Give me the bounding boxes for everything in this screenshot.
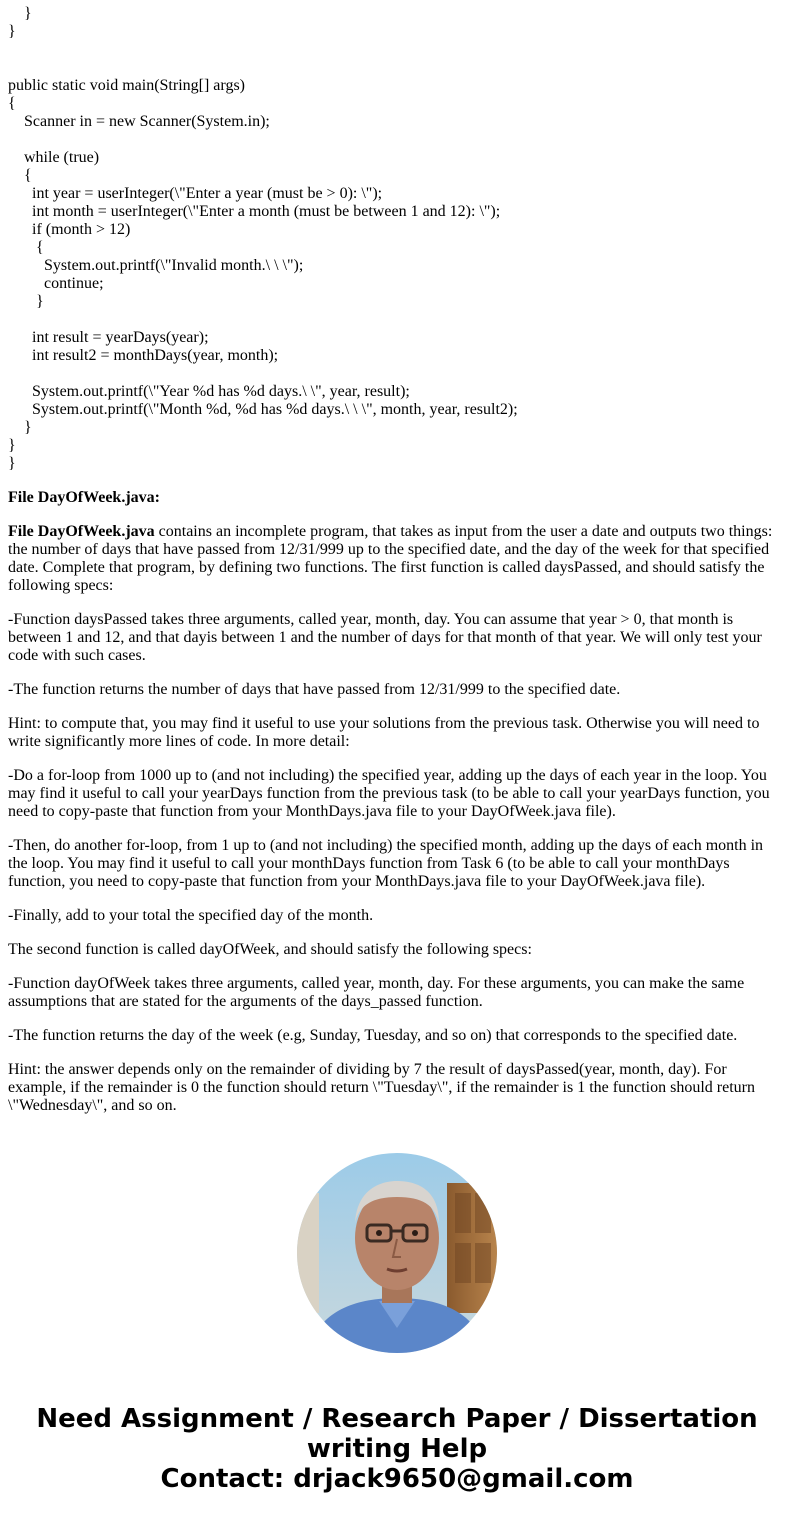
section-heading: File DayOfWeek.java: [8,489,160,506]
paragraph: -Then, do another for-loop, from 1 up to (and not including) the specified month, adding up the days of each month in the loop. You may find it useful to call your monthDays function from Task 6 (to be able to call your monthDays function, you need to copy-paste that function from your MonthDays.java file to your DayOfWeek.java file). [8,837,764,890]
intro-paragraph [8,523,778,595]
intro-bold: File DayOfWeek.java [8,523,155,540]
code-line: int year = userInteger(\"Enter a year (must be > 0): \"); [8,185,383,202]
code-line: if (month > 12) [8,221,131,238]
code-line: int result = yearDays(year); [8,329,209,346]
code-line [8,131,778,149]
code-block-top [8,5,778,41]
banner-line-1: Need Assignment / Research Paper / Dissertation [36,1404,758,1434]
code-line: public static void main(String[] args) [8,77,245,94]
paragraph: The second function is called dayOfWeek, and should satisfy the following specs: [8,941,532,958]
code-line: System.out.printf(\"Month %d, %d has %d days.\ \ \", month, year, result2); [8,401,518,418]
code-line: { [8,239,44,256]
document-body [8,5,778,1115]
paragraph: -The function returns the number of days that have passed from 12/31/999 to the specified date. [8,681,621,698]
code-line [8,311,778,329]
paragraph: -Function dayOfWeek takes three arguments, called year, month, day. For these arguments, you can make the same assumptions that are stated for the arguments of the days_passed function. [8,975,745,1010]
code-line: int month = userInteger(\"Enter a month (must be between 1 and 12): \"); [8,203,501,220]
paragraph: -Function daysPassed takes three arguments, called year, month, day. You can assume that year > 0, that month is between 1 and 12, and that dayis between 1 and the number of days for that month of that year. We will only test your code with such cases. [8,611,762,664]
portrait-image [297,1153,497,1353]
contact-banner [0,1404,794,1494]
code-line: Scanner in = new Scanner(System.in); [8,113,270,130]
code-line: } [8,437,16,454]
code-line: { [8,95,16,112]
code-block-main [8,77,778,473]
code-line: continue; [8,275,104,292]
paragraph: -The function returns the day of the week (e.g, Sunday, Tuesday, and so on) that corresponds to the specified date. [8,1027,738,1044]
code-line: { [8,167,32,184]
code-line: System.out.printf(\"Year %d has %d days.\ \", year, result); [8,383,410,400]
code-line: } [8,23,16,40]
paragraph: -Finally, add to your total the specified day of the month. [8,907,374,924]
banner-line-2: writing Help [306,1434,488,1464]
paragraph: -Do a for-loop from 1000 up to (and not including) the specified year, adding up the days of each year in the loop. You may find it useful to call your yearDays function from the previous task (to be able to call your yearDays function, you need to copy-paste that function from your MonthDays.java file to your DayOfWeek.java file). [8,767,770,820]
code-line: int result2 = monthDays(year, month); [8,347,279,364]
paragraph: Hint: the answer depends only on the remainder of dividing by 7 the result of daysPassed(year, month, day). For example, if the remainder is 0 the function should return \"Tuesday\", if the remainder is 1 the function should return \"Wednesday\", and so on. [8,1061,755,1114]
code-line: } [8,455,16,472]
code-line: System.out.printf(\"Invalid month.\ \ \"); [8,257,304,274]
banner-contact-line: Contact: drjack9650@gmail.com [160,1464,634,1494]
code-line: while (true) [8,149,100,166]
code-line: } [8,5,32,22]
code-line [8,365,778,383]
intro-text: contains an incomplete program, that takes as input from the user a date and outputs two things: the number of days that have passed from 12/31/999 up to the specified date, and the day of the week for that specified date. Complete that program, by defining two functions. The first function is called daysPassed, and should satisfy the following specs: [8,523,773,594]
author-photo [297,1153,497,1353]
paragraph: Hint: to compute that, you may find it useful to use your solutions from the previous task. Otherwise you will need to write significantly more lines of code. In more detail: [8,715,760,750]
code-line: } [8,419,32,436]
code-line: } [8,293,44,310]
